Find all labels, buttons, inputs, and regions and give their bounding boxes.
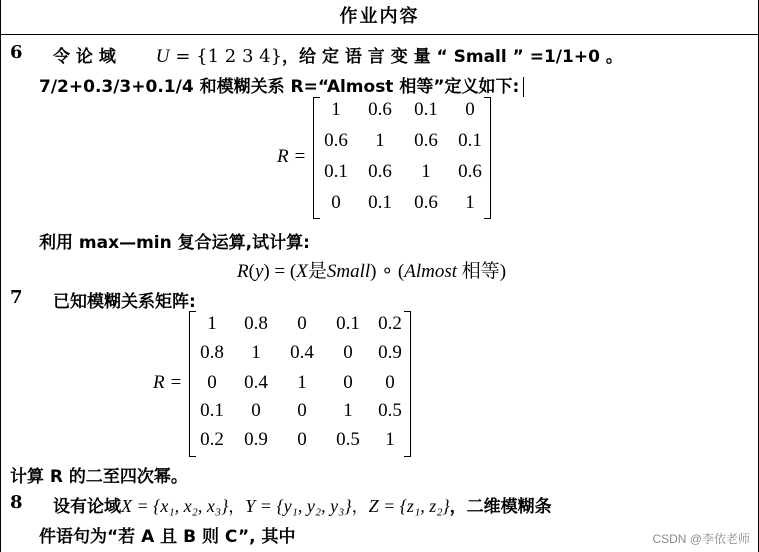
- q7-matrix-cell-r1-c5: 0.2: [378, 313, 402, 334]
- q7-matrix-cell-r1-c2: 0.8: [244, 313, 268, 334]
- q7-matrix-cell-r2-c4: 0: [343, 342, 353, 363]
- q8-intro-text-2: ，二维模糊条: [449, 497, 552, 517]
- q6-matrix-cell-r4-c4: 1: [465, 192, 475, 213]
- q8-y-set: Y = {y₁, y₂, y₃}: [245, 496, 352, 516]
- q7-matrix-cell-r2-c1: 0.8: [200, 342, 224, 363]
- q6-matrix-cell-r1-c2: 0.6: [368, 99, 392, 120]
- q7-matrix-cell-r5-c3: 0: [297, 429, 307, 450]
- q6-matrix-cell-r1-c4: 0: [465, 99, 475, 120]
- question-6-line-1: [53, 42, 623, 68]
- q7-matrix-cell-r3-c1: 0: [207, 372, 217, 393]
- q6-instruction: 利用 max—min 复合运算,试计算:: [39, 233, 310, 253]
- question-6-number: 6: [10, 42, 23, 63]
- q6-universe-set: = {1 2 3 4}: [175, 46, 283, 67]
- question-8-line-1: 设有论域X = {x₁, x₂, x₃}，Y = {y₁, y₂, y₃}，Z = {z₁, z₂}，二维模糊条: [53, 496, 552, 517]
- q6-matrix-cell-r2-c1: 0.6: [324, 130, 348, 151]
- q7-matrix: [189, 311, 411, 457]
- q6-matrix-cell-r3-c1: 0.1: [324, 161, 348, 182]
- q7-matrix-cell-r4-c4: 1: [343, 400, 353, 421]
- q6-definition-text: 7/2+0.3/3+0.1/4 和模糊关系 R=“Almost 相等”定义如下:: [39, 77, 520, 97]
- page-title: 作业内容: [1, 0, 758, 35]
- q6-matrix-cell-r2-c4: 0.1: [458, 130, 482, 151]
- q7-matrix-cell-r3-c3: 1: [297, 372, 307, 393]
- q7-matrix-cell-r2-c2: 1: [251, 342, 261, 363]
- q6-matrix: [313, 97, 491, 219]
- q7-matrix-cell-r4-c1: 0.1: [200, 400, 224, 421]
- q8-z-set: Z = {z₁, z₂}: [368, 496, 450, 516]
- q6-matrix-cell-r4-c3: 0.6: [414, 192, 438, 213]
- q7-task: 计算 R 的二至四次幂。: [10, 467, 188, 487]
- q6-formula: R(y) = (X是Small) ∘ (Almost 相等): [237, 261, 507, 282]
- q7-matrix-cell-r5-c4: 0.5: [336, 429, 360, 450]
- q7-matrix-cell-r5-c5: 1: [385, 429, 395, 450]
- q6-matrix-cell-r2-c2: 1: [375, 130, 385, 151]
- q6-matrix-cell-r1-c1: 1: [331, 99, 341, 120]
- q7-matrix-cell-r1-c4: 0.1: [336, 313, 360, 334]
- q8-x-set: X = {x₁, x₂, x₃}: [121, 496, 229, 516]
- question-7-text: 已知模糊关系矩阵:: [53, 292, 196, 312]
- question-6-line-2: [39, 72, 524, 97]
- q6-matrix-cell-r1-c3: 0.1: [414, 99, 438, 120]
- q7-matrix-cell-r4-c2: 0: [251, 400, 261, 421]
- q6-matrix-label: R =: [277, 146, 307, 167]
- q6-matrix-cell-r3-c4: 0.6: [458, 161, 482, 182]
- q7-matrix-cell-r3-c5: 0: [385, 372, 395, 393]
- watermark: CSDN @李依老师: [652, 532, 750, 546]
- q6-matrix-cell-r4-c1: 0: [331, 192, 341, 213]
- q6-universe-var: U: [155, 46, 170, 67]
- q8-intro-text: 设有论域: [53, 497, 121, 517]
- question-8-number: 8: [10, 492, 23, 513]
- q7-matrix-cell-r5-c2: 0.9: [244, 429, 268, 450]
- q7-matrix-cell-r2-c3: 0.4: [290, 342, 314, 363]
- q6-matrix-cell-r2-c3: 0.6: [414, 130, 438, 151]
- question-7-number: 7: [10, 287, 23, 308]
- q7-matrix-cell-r2-c5: 0.9: [378, 342, 402, 363]
- q7-matrix-cell-r3-c4: 0: [343, 372, 353, 393]
- q7-matrix-cell-r5-c1: 0.2: [200, 429, 224, 450]
- q7-matrix-cell-r4-c3: 0: [297, 400, 307, 421]
- q6-intro-text: 令 论 域: [53, 47, 116, 67]
- question-8-line-2: 件语句为“若 A 且 B 则 C”, 其中: [39, 527, 296, 547]
- q7-matrix-cell-r1-c3: 0: [297, 313, 307, 334]
- q6-matrix-cell-r3-c3: 1: [421, 161, 431, 182]
- text-cursor: [523, 77, 524, 97]
- q6-intro-text-2: ，给 定 语 言 变 量 “ Small ” =1/1+0 。: [282, 47, 623, 67]
- q7-matrix-cell-r1-c1: 1: [207, 313, 217, 334]
- q6-matrix-cell-r4-c2: 0.1: [368, 192, 392, 213]
- q7-matrix-cell-r3-c2: 0.4: [244, 372, 268, 393]
- q7-matrix-cell-r4-c5: 0.5: [378, 400, 402, 421]
- q6-matrix-cell-r3-c2: 0.6: [368, 161, 392, 182]
- q7-matrix-label: R =: [153, 372, 183, 393]
